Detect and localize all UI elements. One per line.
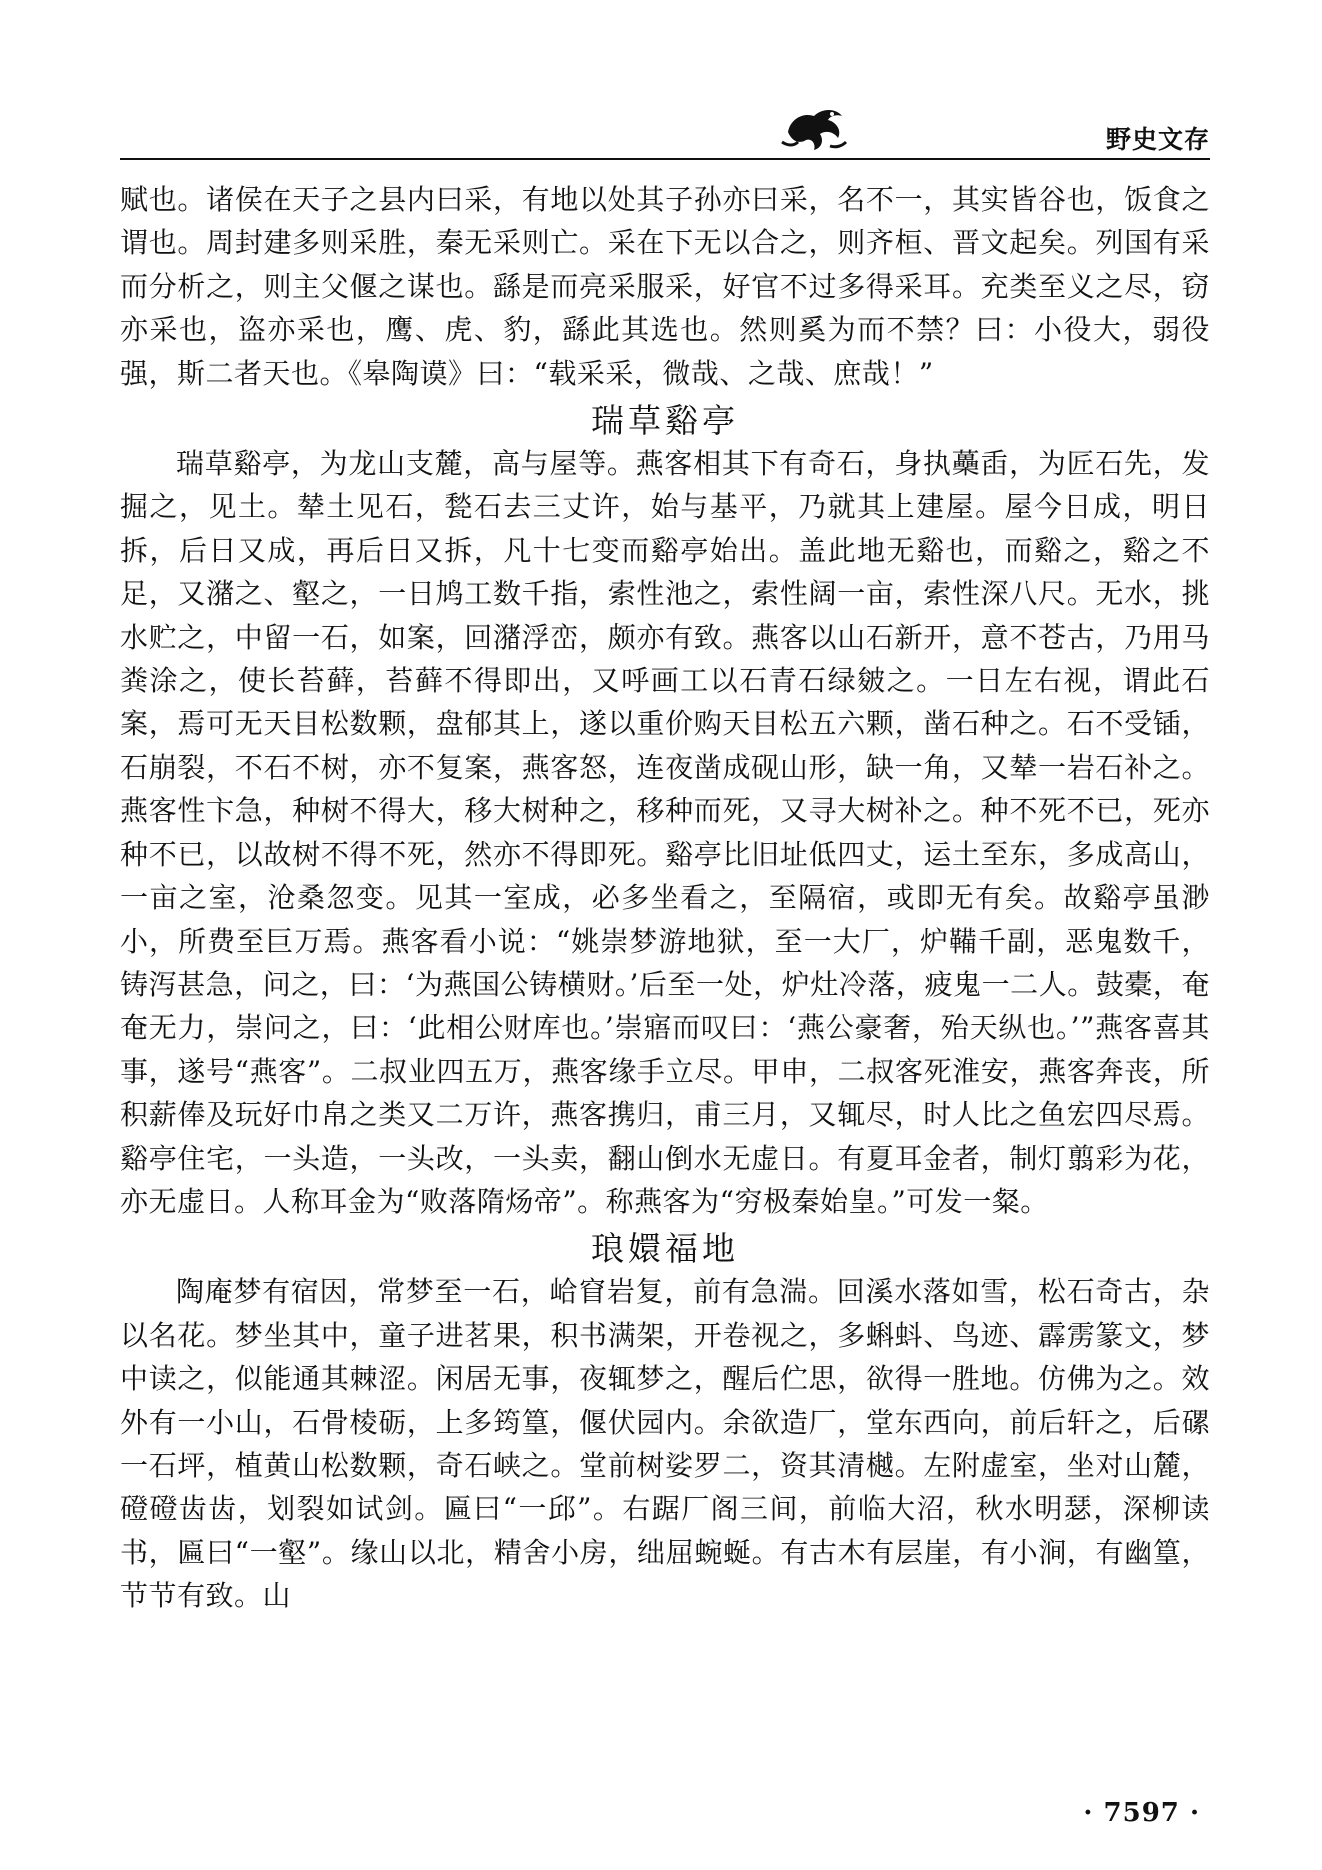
section-title-langhuan-fudi: 琅嬛福地 xyxy=(591,1229,739,1269)
page-number: · 7597 · xyxy=(1083,1798,1200,1828)
paragraph-langhuan-fudi: 陶庵梦有宿因，常梦至一石，峆窅岩复，前有急湍。回溪水落如雪，松石奇古，杂以名花。梦坐其中，童子进茗果，积书满架，开卷视之，多蝌蚪、鸟迹、霹雳篆文，梦中读之，似能通其棘涩。闲居无事，夜辄梦之，醒后伫思，欲得一胜地。仿佛为之。效外有一小山，石骨棱砺，上多筠篁，偃伏园内。余欲造厂，堂东西向，前后轩之，后磥一石坪，植黄山松数颗，奇石峡之。堂前树娑罗二，资其清樾。左附虚室，坐对山麓，磴磴齿齿，划裂如试剑。匾曰“一邱”。右踞厂阁三间，前临大沼，秋水明瑟，深柳读书，匾曰“一壑”。缘山以北，精舍小房，绌屈蜿蜒。有古木有层崖，有小涧，有幽篁，节节有致。山 xyxy=(120,1275,1210,1613)
header-rule xyxy=(120,158,1210,160)
page-body xyxy=(120,178,1210,1618)
series-title: 野史文存 xyxy=(1105,125,1210,154)
paragraph-continuation: 赋也。诸侯在天子之县内曰采，有地以处其子孙亦曰采，名不一，其实皆谷也，饭食之谓也。周封建多则采胜，秦无采则亡。采在下无以合之，则齐桓、晋文起矣。列国有采而分析之，则主父偃之谋也。繇是而亮采服采，好官不过多得采耳。充类至义之尽，窃亦采也，盗亦采也，鹰、虎、豹，繇此其选也。然则奚为而不禁？曰：小役大，弱役强，斯二者天也。《皋陶谟》曰：“载采采，微哉、之哉、庶哉！” xyxy=(120,183,1210,390)
running-header xyxy=(120,100,1210,160)
paragraph-ruicao-xiting: 瑞草谿亭，为龙山支麓，高与屋等。燕客相其下有奇石，身执蘽臿，为匠石先，发掘之，见土。辇土见石，甃石去三丈许，始与基平，乃就其上建屋。屋今日成，明日拆，后日又成，再后日又拆，凡十七变而谿亭始出。盖此地无谿也，而谿之，谿之不足，又潴之、壑之，一日鸠工数千指，索性池之，索性阔一亩，索性深八尺。无水，挑水贮之，中留一石，如案，回潴浮峦，颇亦有致。燕客以山石新开，意不苍古，乃用马粪涂之，使长苔藓，苔藓不得即出，又呼画工以石青石绿皴之。一日左右视，谓此石案，焉可无天目松数颗，盘郁其上，遂以重价购天目松五六颗，凿石种之。石不受锸，石崩裂，不石不树，亦不复案，燕客怒，连夜凿成砚山形，缺一角，又辇一岩石补之。燕客性卞急，种树不得大，移大树种之，移种而死，又寻大树补之。种不死不已，死亦种不已，以故树不得不死，然亦不得即死。谿亭比旧址低四丈，运土至东，多成高山，一亩之室，沧桑忽变。见其一室成，必多坐看之，至隔宿，或即无有矣。故谿亭虽渺小，所费至巨万焉。燕客看小说：“姚崇梦游地狱，至一大厂，炉鞴千副，恶鬼数千，铸泻甚急，问之，曰：‘为燕国公铸横财。’后至一处，炉灶冷落，疲鬼一二人。鼓橐，奄奄无力，崇问之，曰：‘此相公财库也。’崇寤而叹曰：‘燕公豪奢，殆天纵也。’”燕客喜其事，遂号“燕客”。二叔业四五万，燕客缘手立尽。甲申，二叔客死淮安，燕客奔丧，所积薪俸及玩好巾帛之类又二万许，燕客携归，甫三月，又辄尽，时人比之鱼宏四尽焉。谿亭住宅，一头造，一头改，一头卖，翻山倒水无虚日。有夏耳金者，制灯翦彩为花，亦无虚日。人称耳金为“败落隋炀帝”。称燕客为“穷极秦始皇。”可发一粲。 xyxy=(120,447,1210,1218)
section-title-ruicao-xiting: 瑞草谿亭 xyxy=(591,401,739,441)
dragon-emblem-icon xyxy=(780,102,850,154)
